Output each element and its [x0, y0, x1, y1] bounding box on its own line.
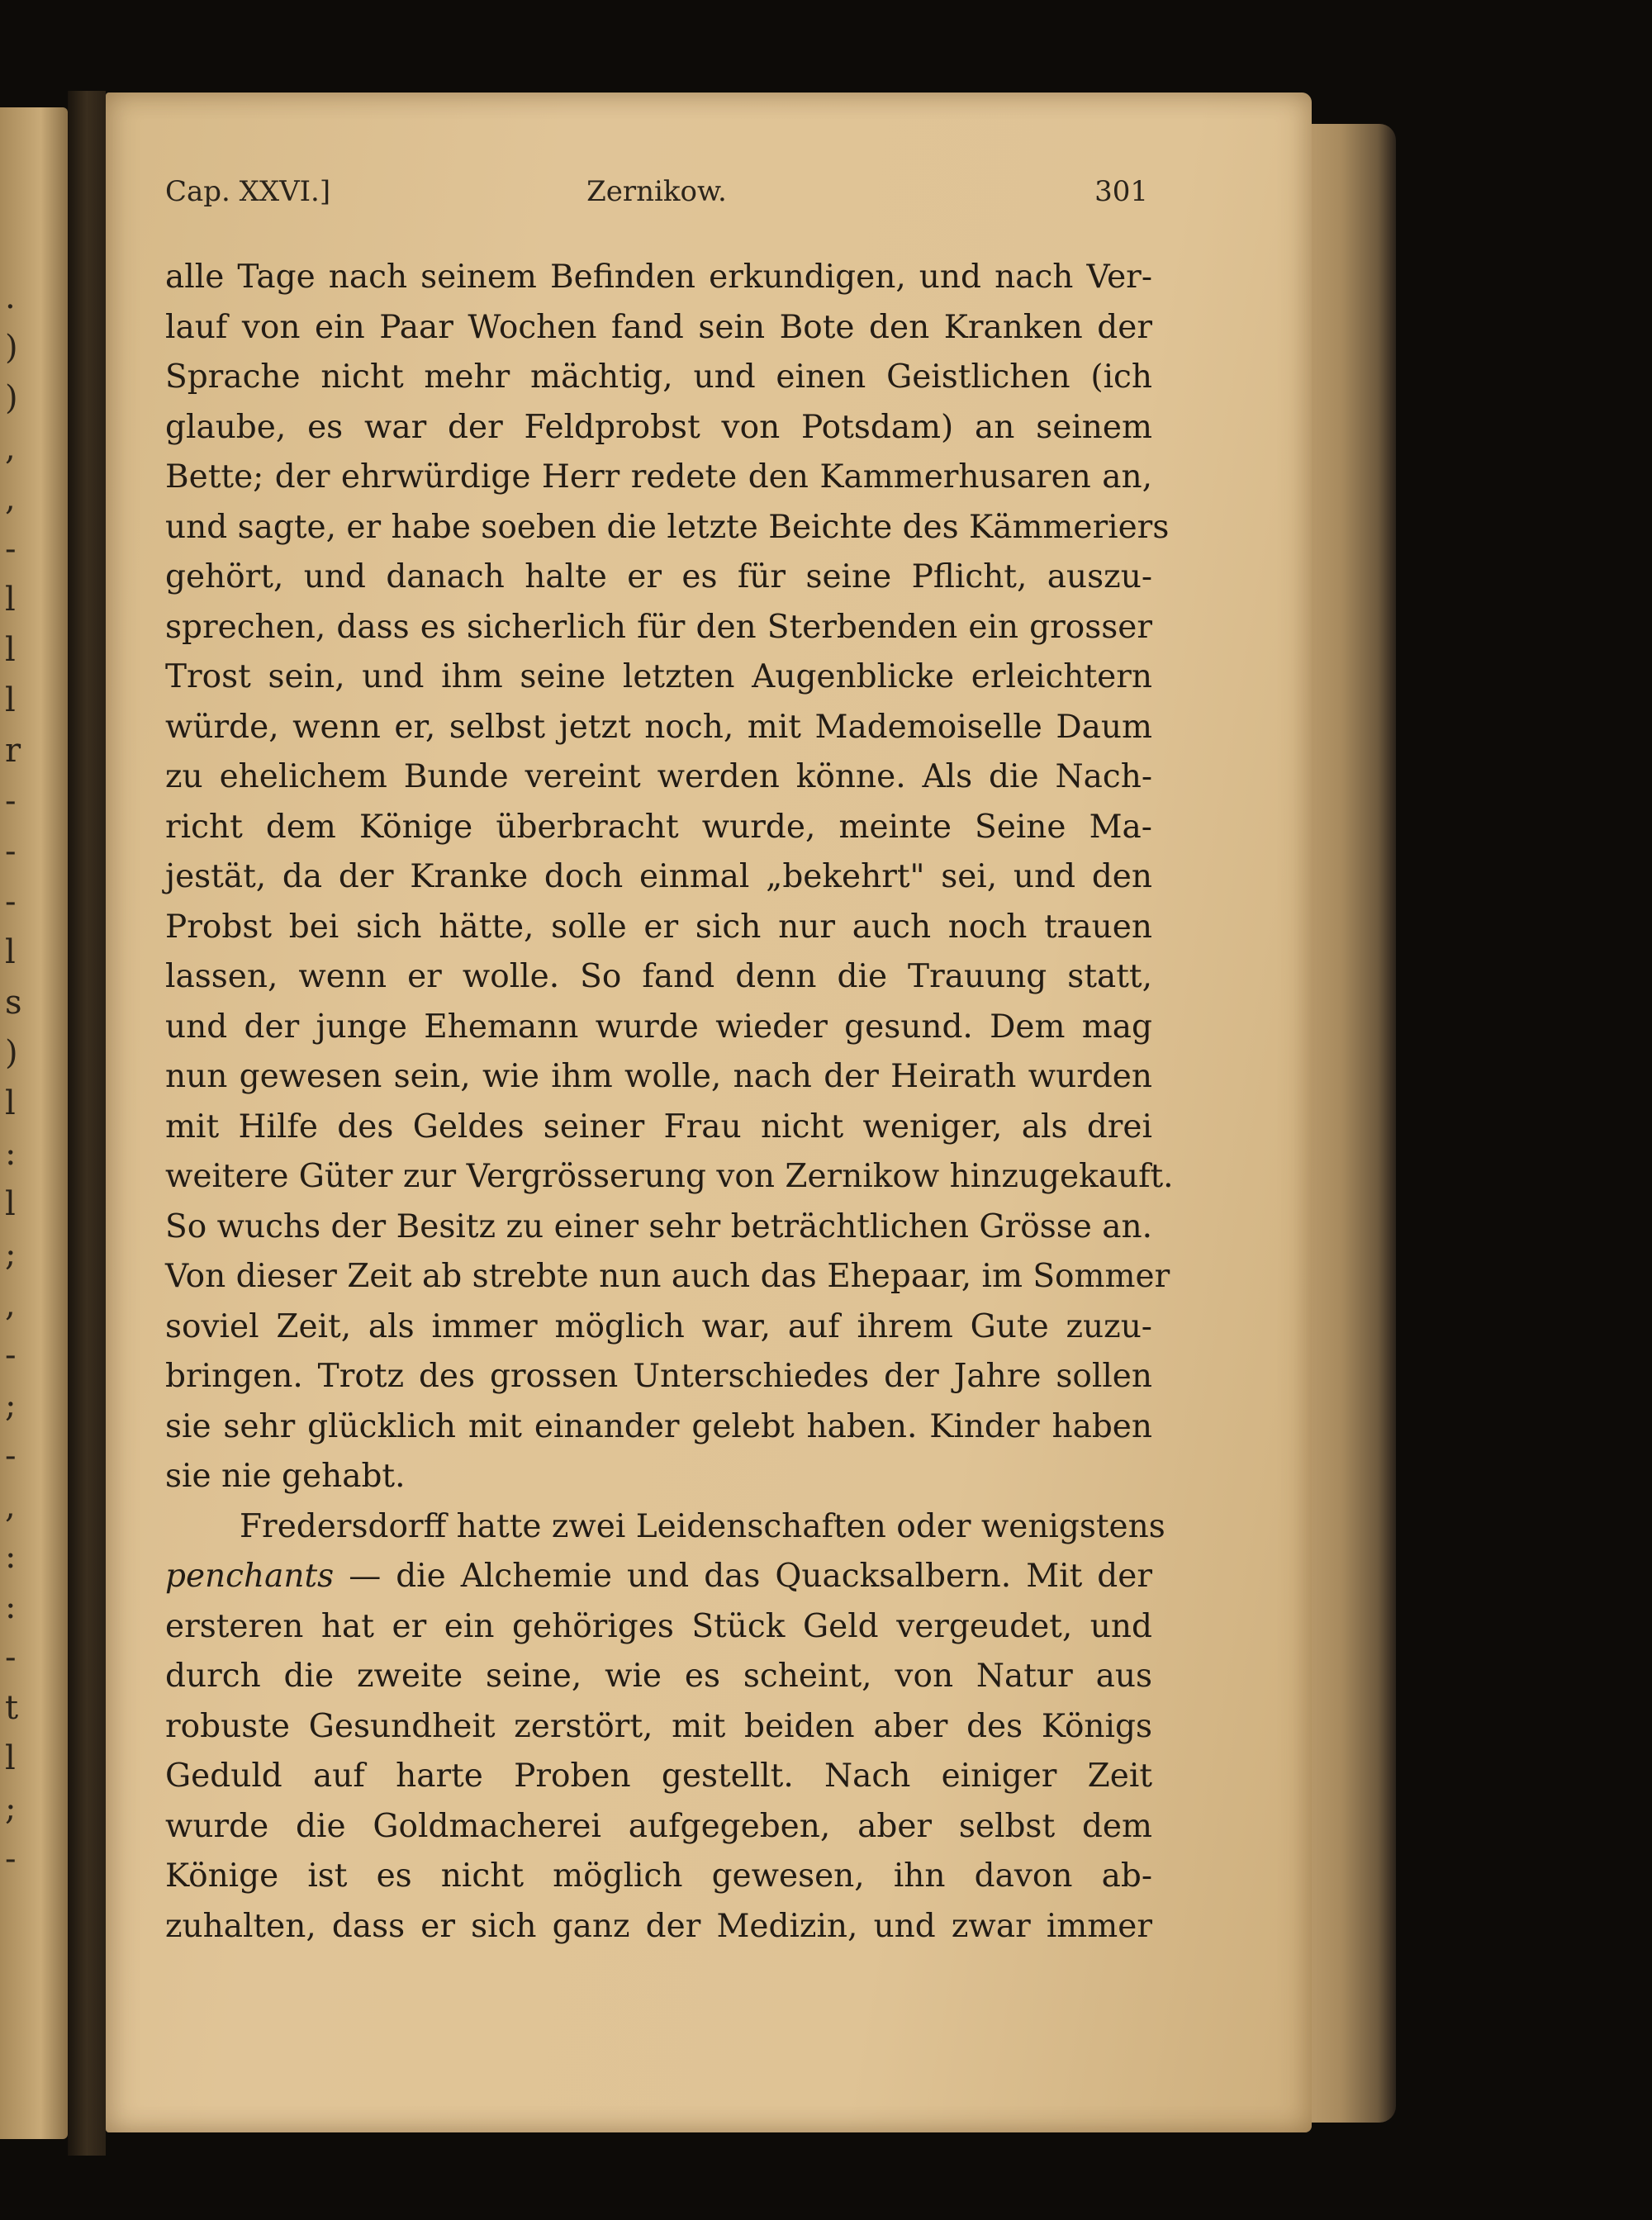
text-line: weitere Güter zur Vergrösserung von Zernikow hinzugekauft. — [165, 1158, 1174, 1195]
facing-page-edge — [0, 107, 68, 2139]
page-number: 301 — [1094, 175, 1148, 208]
facing-page-mark: ; — [5, 1236, 17, 1274]
text-line: bringen. Trotz des grossen Unterschiedes der Jahre sollen — [165, 1358, 1152, 1395]
page-stack-edge — [1305, 124, 1396, 2123]
italic-word: penchants — [165, 1558, 335, 1595]
facing-page-mark: l — [5, 1185, 16, 1223]
text-line: mit Hilfe des Geldes seiner Frau nicht weniger, als drei — [165, 1108, 1152, 1146]
section-title: Zernikow. — [586, 175, 727, 208]
text-line: Probst bei sich hätte, solle er sich nur auch noch trauen — [165, 908, 1152, 946]
facing-page-mark: , — [5, 429, 16, 467]
text-line: und sagte, er habe soeben die letzte Beichte des Kämmeriers — [165, 508, 1170, 546]
text-line: robuste Gesundheit zerstört, mit beiden aber des Königs — [165, 1707, 1152, 1745]
facing-page-mark: l — [5, 1084, 16, 1122]
text-line: sie sehr glücklich mit einander gelebt haben. Kinder haben — [165, 1407, 1152, 1445]
text-line: jestät, da der Kranke doch einmal „bekehrt" sei, und den — [165, 858, 1152, 895]
text-line: zuhalten, dass er sich ganz der Medizin, und zwar immer — [165, 1907, 1152, 1945]
facing-page-mark: - — [5, 1336, 17, 1374]
text-line: Bette; der ehrwürdige Herr redete den Kammerhusaren an, — [165, 458, 1152, 496]
facing-page-mark: - — [5, 1639, 17, 1677]
text-line: zu ehelichem Bunde vereint werden könne. Als die Nach- — [165, 758, 1152, 795]
text-line — [165, 1552, 1152, 1602]
paragraph-2 — [165, 1502, 1165, 1952]
text-line: glaube, es war der Feldprobst von Potsdam) an seinem — [165, 408, 1152, 446]
facing-page-mark: s — [5, 984, 22, 1022]
facing-page-mark: l — [5, 1739, 16, 1777]
text-line: Sprache nicht mehr mächtig, und einen Geistlichen (ich — [165, 358, 1152, 396]
text-line: soviel Zeit, als immer möglich war, auf ihrem Gute zuzu- — [165, 1307, 1152, 1345]
facing-page-mark: r — [5, 732, 21, 770]
facing-page-mark: l — [5, 933, 16, 971]
paragraph-2-lines — [165, 1602, 1152, 1952]
facing-page-mark: ) — [5, 329, 18, 367]
text-line: Trost sein, und ihm seine letzten Augenblicke erleichtern — [165, 658, 1152, 695]
text-line: lassen, wenn er wolle. So fand denn die Trauung statt, — [165, 958, 1152, 995]
text-line: durch die zweite seine, wie es scheint, von Natur aus — [165, 1658, 1152, 1695]
text-segment: — die Alchemie und das Quacksalbern. Mit der — [334, 1558, 1152, 1595]
text-line: und der junge Ehemann wurde wieder gesund. Dem mag — [165, 1008, 1152, 1046]
running-head — [165, 175, 1148, 225]
text-line: sie nie gehabt. — [165, 1458, 406, 1495]
facing-page-mark: - — [5, 883, 17, 921]
text-line: ersteren hat er ein gehöriges Stück Geld vergeudet, und — [165, 1607, 1152, 1645]
facing-page-mark: ) — [5, 1034, 18, 1072]
facing-page-mark: : — [5, 1135, 17, 1173]
facing-page-mark: ) — [5, 379, 18, 417]
book-gutter — [68, 91, 106, 2156]
facing-page-mark: , — [5, 480, 16, 518]
facing-page-mark: - — [5, 782, 17, 820]
facing-page-mark: ; — [5, 1387, 17, 1425]
text-line: alle Tage nach seinem Befinden erkundigen, und nach Ver- — [165, 259, 1152, 296]
text-line: lauf von ein Paar Wochen fand sein Bote den Kranken der — [165, 308, 1152, 346]
text-line: gehört, und danach halte er es für seine Pflicht, auszu- — [165, 558, 1152, 595]
text-line: So wuchs der Besitz zu einer sehr beträchtlichen Grösse an. — [165, 1207, 1152, 1245]
text-line: Geduld auf harte Proben gestellt. Nach einiger Zeit — [165, 1758, 1152, 1795]
facing-page-mark: l — [5, 581, 16, 619]
text-line: wurde die Goldmacherei aufgegeben, aber selbst dem — [165, 1807, 1152, 1845]
text-line: sprechen, dass es sicherlich für den Sterbenden ein grosser — [165, 608, 1152, 646]
chapter-label: Cap. XXVI.] — [165, 175, 331, 208]
facing-page-mark: ; — [5, 1790, 17, 1828]
facing-page-mark: l — [5, 631, 16, 669]
facing-page-mark: t — [5, 1689, 19, 1727]
text-line: Könige ist es nicht möglich gewesen, ihn davon ab- — [165, 1857, 1152, 1895]
facing-page-mark: : — [5, 1538, 17, 1576]
facing-page-mark: - — [5, 530, 17, 568]
paragraph-1 — [165, 253, 1174, 1502]
body-text — [165, 253, 1174, 1952]
facing-page-mark: , — [5, 1286, 16, 1324]
facing-page-mark: : — [5, 1588, 17, 1626]
text-line: richt dem Könige überbracht wurde, meinte Seine Ma- — [165, 808, 1152, 846]
text-line: nun gewesen sein, wie ihm wolle, nach der Heirath wurden — [165, 1058, 1152, 1095]
text-line: würde, wenn er, selbst jetzt noch, mit Mademoiselle Daum — [165, 708, 1152, 746]
text-line: Fredersdorff hatte zwei Leidenschaften oder wenigstens — [240, 1507, 1165, 1545]
facing-page-mark: - — [5, 1840, 17, 1878]
facing-page-line-ends — [5, 273, 38, 1885]
facing-page-mark: - — [5, 1437, 17, 1475]
facing-page-mark: l — [5, 681, 16, 719]
facing-page-mark: - — [5, 832, 17, 870]
facing-page-mark: , — [5, 1487, 16, 1525]
text-line: Von dieser Zeit ab strebte nun auch das Ehepaar, im Sommer — [165, 1258, 1170, 1295]
facing-page-mark: . — [5, 278, 16, 316]
